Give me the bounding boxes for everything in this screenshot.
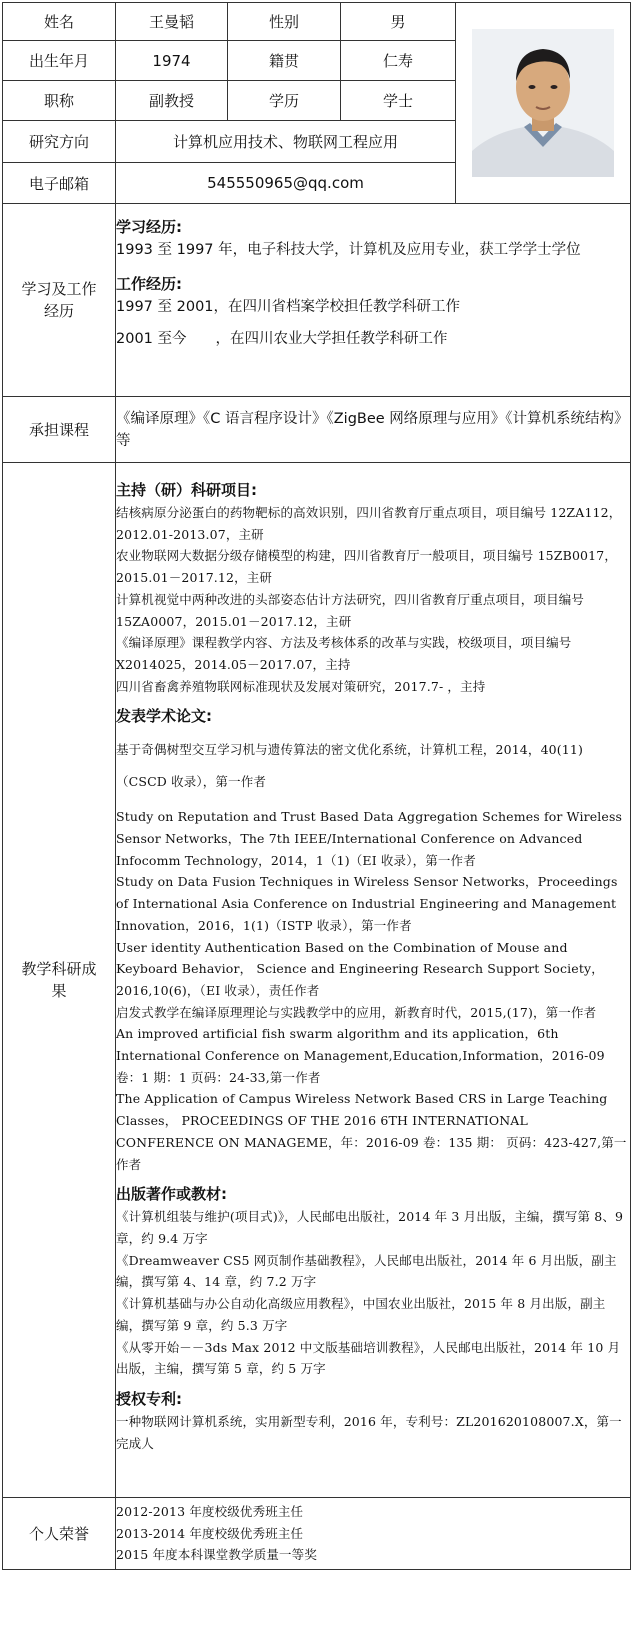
- row-experience: [3, 204, 631, 397]
- email-label: 电子邮箱: [3, 163, 116, 204]
- patents-list: [116, 1411, 630, 1454]
- name-value: 王曼韬: [116, 3, 228, 41]
- study-heading: 学习经历:: [116, 218, 182, 236]
- honors-label: 个人荣誉: [3, 1498, 116, 1570]
- patent-item: 一种物联网计算机系统，实用新型专利，2016 年，专利号：ZL201620108007.X，第一完成人: [116, 1413, 622, 1451]
- courses-label: 承担课程: [3, 397, 116, 463]
- birth-label: 出生年月: [3, 41, 116, 81]
- experience-content: [116, 204, 631, 397]
- honors-list: [116, 1498, 631, 1570]
- row-achievements: [3, 463, 631, 1498]
- book-item: 《计算机基础与办公自动化高级应用教程》，中国农业出版社，2015 年 8 月出版，副主编，撰写第 9 章，约 5.3 万字: [116, 1296, 606, 1333]
- papers-list: [116, 734, 630, 1175]
- project-item: 农业物联网大数据分级存储模型的构建，四川省教育厅一般项目，项目编号 15ZB0017，2015.01－2017.12，主研: [116, 548, 618, 586]
- project-item: 《编译原理》课程教学内容、方法及考核体系的改革与实践，校级项目，项目编号 X2014025，2014.05－2017.07，主持: [116, 635, 572, 672]
- project-item: 四川省畜禽养殖物联网标准现状及发展对策研究，2017.7- ，主持: [116, 678, 486, 694]
- experience-label: [3, 204, 116, 397]
- paper-item: 基于奇偶树型交互学习机与遗传算法的密文优化系统，计算机工程，2014，40(11)（CSCD 收录），第一作者: [116, 742, 584, 790]
- title-label: 职称: [3, 81, 116, 121]
- book-item: 《Dreamweaver CS5 网页制作基础教程》，人民邮电出版社，2014 年 6 月出版，副主编，撰写第 4、14 章，约 7.2 万字: [116, 1252, 617, 1290]
- paper-item: User identity Authentication Based on the Combination of Mouse and Keyboard Behavior， Science and Engineering Research Support Society，2016,10(6)，（EI 收录），责任作者: [116, 939, 604, 998]
- gender-label: 性别: [228, 3, 341, 41]
- achievements-content: [116, 463, 631, 1498]
- honor-item: 2015 年度本科课堂教学质量一等奖: [116, 1547, 317, 1563]
- row-name: [3, 3, 631, 41]
- book-item: 《计算机组装与维护(项目式)》，人民邮电出版社，2014 年 3 月出版，主编，撰写第 8、9 章，约 9.4 万字: [116, 1209, 624, 1246]
- books-list: [116, 1206, 630, 1380]
- paper-item: 启发式教学在编译原理理论与实践教学中的应用，新教育时代，2015,(17)，第一作者: [116, 1004, 597, 1020]
- papers-heading: 发表学术论文:: [116, 707, 212, 726]
- birth-value: 1974: [116, 41, 228, 81]
- research-value: 计算机应用技术、物联网工程应用: [116, 121, 456, 163]
- photo-cell: [456, 3, 631, 204]
- row-courses: [3, 397, 631, 463]
- courses-value: 《编译原理》《C 语言程序设计》《ZigBee 网络原理与应用》《计算机系统结构》等: [116, 397, 631, 463]
- paper-item: An improved artificial fish swarm algorithm and its application，6th International Conference on Management,Education,Information，2016-09 卷：1 期：1 页码：24-33,第一作者: [116, 1026, 605, 1085]
- books-heading: 出版著作或教材:: [116, 1185, 227, 1204]
- row-honors: [3, 1498, 631, 1570]
- resume-table: [2, 2, 631, 1570]
- honor-item: 2012-2013 年度校级优秀班主任: [116, 1503, 304, 1519]
- name-label: 姓名: [3, 3, 116, 41]
- projects-heading: 主持（研）科研项目:: [116, 481, 257, 499]
- origin-value: 仁寿: [341, 41, 456, 81]
- honor-item: 2013-2014 年度校级优秀班主任: [116, 1525, 304, 1541]
- origin-label: 籍贯: [228, 41, 341, 81]
- project-item: 计算机视觉中两种改进的头部姿态估计方法研究，四川省教育厅重点项目，项目编号 15ZA0007，2015.01－2017.12，主研: [116, 591, 585, 629]
- work-line: 2001 至今 ，在四川农业大学担任教学科研工作: [116, 331, 448, 347]
- patents-heading: 授权专利:: [116, 1389, 182, 1408]
- study-line: 1993 至 1997 年，电子科技大学，计算机及应用专业，获工学学士学位: [116, 242, 581, 258]
- book-item: 《从零开始－－3ds Max 2012 中文版基础培训教程》，人民邮电出版社，2014 年 10 月出版，主编，撰写第 5 章，约 5 万字: [116, 1339, 621, 1377]
- portrait-photo: [472, 29, 614, 177]
- email-value: 545550965@qq.com: [116, 163, 456, 204]
- paper-item: Study on Data Fusion Techniques in Wireless Sensor Networks，Proceedings of International Asia Conference on Industrial Engineering and Management Innovation，2016，1(1)（ISTP 收录），第一作者: [116, 874, 618, 933]
- project-item: 结核病原分泌蛋白的药物靶标的高效识别，四川省教育厅重点项目，项目编号 12ZA112，2012.01-2013.07，主研: [116, 505, 622, 542]
- work-heading: 工作经历:: [116, 275, 182, 293]
- title-value: 副教授: [116, 81, 228, 121]
- paper-item: Study on Reputation and Trust Based Data Aggregation Schemes for Wireless Sensor Networks，The 7th IEEE/International Conference on Advanced Infocomm Technology，2014，1（1)（EI 收录），第一作者: [116, 809, 623, 868]
- degree-value: 学士: [341, 81, 456, 121]
- gender-value: 男: [341, 3, 456, 41]
- achievements-label-text: 教学科研成果: [21, 960, 97, 1000]
- achievements-label: [3, 463, 116, 1498]
- work-line: 1997 至 2001，在四川省档案学校担任教学科研工作: [116, 299, 461, 315]
- paper-item: The Application of Campus Wireless Network Based CRS in Large Teaching Classes， PROCEEDINGS OF THE 2016 6TH INTERNATIONAL CONFERENCE ON MANAGEME，年：2016-09 卷：135 期： 页码：423-427,第一作者: [116, 1091, 627, 1172]
- projects-list: [116, 502, 630, 697]
- experience-label-text: 学习及工作经历: [21, 280, 97, 320]
- degree-label: 学历: [228, 81, 341, 121]
- research-label: 研究方向: [3, 121, 116, 163]
